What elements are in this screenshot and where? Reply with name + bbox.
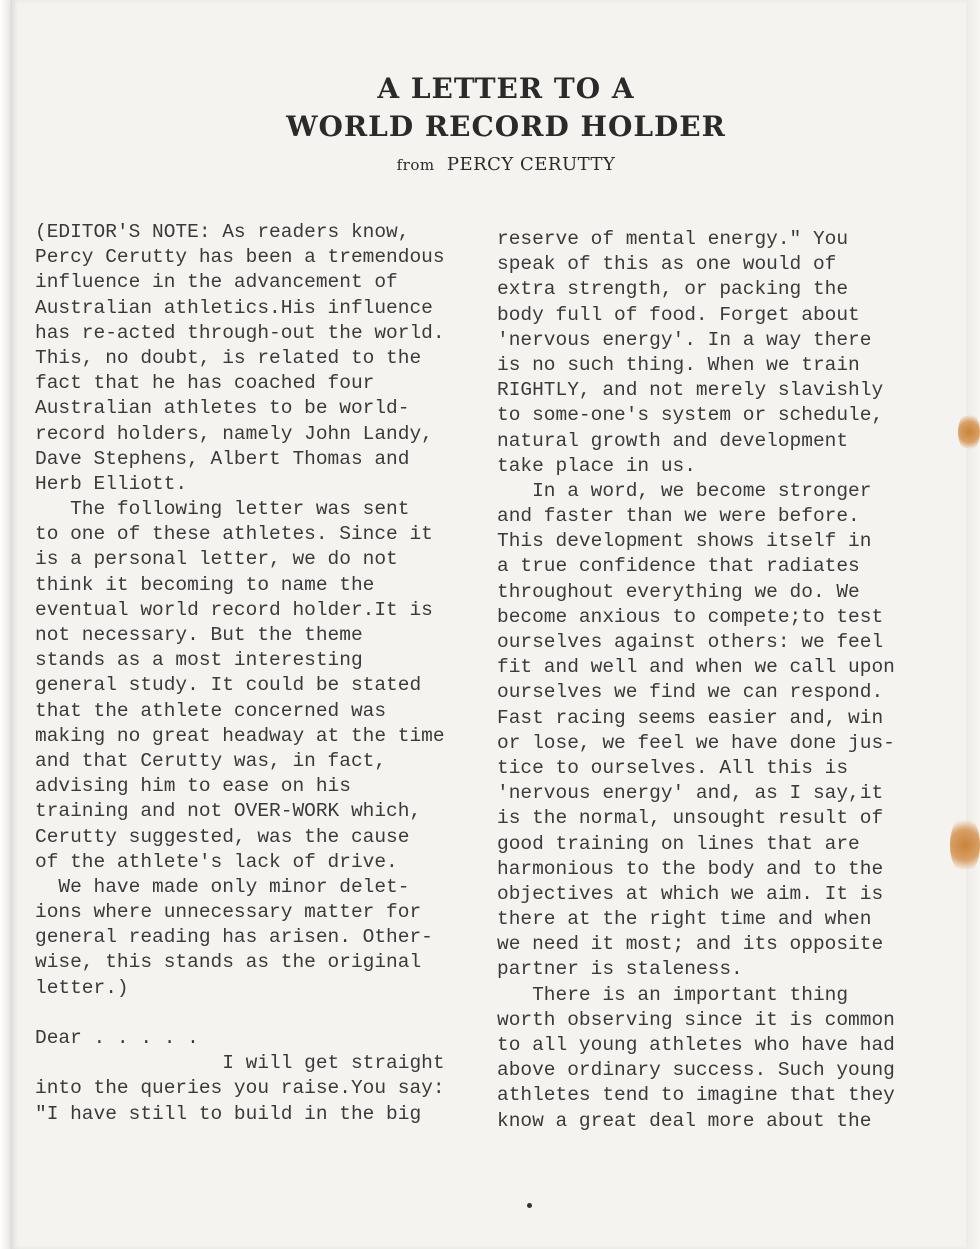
text-line: take place in us. bbox=[497, 454, 696, 477]
page-edge-right bbox=[966, 0, 980, 1249]
text-line: fit and well and when we call upon bbox=[497, 656, 895, 679]
byline-author: PERCY CERUTTY bbox=[446, 154, 616, 175]
page-edge-left bbox=[0, 0, 12, 1249]
title-line-2: WORLD RECORD HOLDER bbox=[286, 110, 726, 143]
text-line: (EDITOR'S NOTE: As readers know, bbox=[35, 221, 410, 243]
text-line: we need it most; and its opposite bbox=[497, 933, 884, 956]
text-line: making no great headway at the time bbox=[35, 724, 445, 747]
byline bbox=[0, 154, 980, 175]
text-line: there at the right time and when bbox=[497, 908, 872, 931]
text-line: The following letter was sent bbox=[35, 498, 410, 521]
text-line: fact that he has coached four bbox=[35, 372, 375, 395]
text-line: wise, this stands as the original bbox=[35, 951, 422, 974]
text-line: that the athlete concerned was bbox=[35, 699, 387, 722]
text-line: 'nervous energy'. In a way there bbox=[497, 328, 872, 351]
text-line: to some-one's system or schedule, bbox=[497, 404, 884, 427]
text-line: not necessary. But the theme bbox=[35, 624, 363, 646]
text-line: advising him to ease on his bbox=[35, 775, 351, 798]
text-line: reserve of mental energy." You bbox=[497, 228, 849, 250]
text-line: Fast racing seems easier and, win bbox=[497, 706, 884, 729]
text-line: of the athlete's lack of drive. bbox=[35, 850, 398, 873]
text-line: stands as a most interesting bbox=[35, 649, 363, 672]
text-line: worth observing since it is common bbox=[497, 1008, 895, 1031]
text-line: natural growth and development bbox=[497, 429, 849, 452]
text-line: a true confidence that radiates bbox=[497, 555, 860, 578]
text-line: eventual world record holder.It is bbox=[35, 598, 433, 621]
text-line: think it becoming to name the bbox=[35, 573, 375, 596]
text-line: body full of food. Forget about bbox=[497, 303, 860, 326]
text-line: partner is staleness. bbox=[497, 958, 743, 981]
text-line: influence in the advancement of bbox=[35, 271, 398, 294]
text-line: good training on lines that are bbox=[497, 832, 860, 855]
text-line: has re-acted through-out the world. bbox=[35, 321, 445, 344]
text-line: objectives at which we aim. It is bbox=[497, 882, 884, 905]
text-line: is the normal, unsought result of bbox=[497, 807, 884, 830]
text-line: ourselves we find we can respond. bbox=[497, 681, 884, 704]
text-line: 'nervous energy' and, as I say,it bbox=[497, 782, 884, 805]
text-line: Dave Stephens, Albert Thomas and bbox=[35, 447, 410, 470]
text-line: "I have still to build in the big bbox=[35, 1102, 422, 1125]
text-line: ions where unnecessary matter for bbox=[35, 901, 422, 924]
text-line: or lose, we feel we have done jus- bbox=[497, 731, 895, 754]
text-line: throughout everything we do. We bbox=[497, 580, 860, 603]
text-line: Dear . . . . . bbox=[35, 1027, 199, 1049]
text-line: above ordinary success. Such young bbox=[497, 1059, 895, 1082]
text-line: is no such thing. When we train bbox=[497, 353, 860, 376]
text-line: We have made only minor delet- bbox=[35, 875, 410, 898]
text-line: This development shows itself in bbox=[497, 530, 872, 553]
text-line: is a personal letter, we do not bbox=[35, 548, 398, 571]
text-line: ourselves against others: we feel bbox=[497, 631, 884, 653]
text-line: to one of these athletes. Since it bbox=[35, 523, 433, 546]
text-line: know a great deal more about the bbox=[497, 1109, 872, 1132]
text-line: In a word, we become stronger bbox=[497, 479, 872, 502]
left-column bbox=[35, 220, 495, 1127]
text-line: into the queries you raise.You say: bbox=[35, 1077, 445, 1100]
text-line: Herb Elliott. bbox=[35, 472, 188, 495]
text-line bbox=[35, 1001, 495, 1026]
text-line: general study. It could be stated bbox=[35, 674, 422, 697]
text-line: letter.) bbox=[35, 976, 129, 999]
text-line: speak of this as one would of bbox=[497, 253, 837, 276]
text-line: to all young athletes who have had bbox=[497, 1034, 895, 1056]
text-line: training and not OVER-WORK which, bbox=[35, 800, 422, 823]
text-line: extra strength, or packing the bbox=[497, 278, 849, 301]
text-line: I will get straight bbox=[35, 1052, 445, 1075]
text-line: Cerutty suggested, was the cause bbox=[35, 825, 410, 848]
right-column bbox=[497, 227, 937, 1134]
stain-mark-lower bbox=[950, 815, 980, 875]
byline-from: from bbox=[396, 156, 435, 174]
text-line: Percy Cerutty has been a tremendous bbox=[35, 246, 445, 269]
stain-mark-upper bbox=[958, 412, 980, 452]
title-line-1: A LETTER TO A bbox=[377, 72, 635, 105]
text-line: Australian athletics.His influence bbox=[35, 296, 433, 319]
text-line: harmonious to the body and to the bbox=[497, 857, 884, 880]
text-line: There is an important thing bbox=[497, 983, 849, 1006]
text-line: tice to ourselves. All this is bbox=[497, 756, 849, 779]
text-line: general reading has arisen. Other- bbox=[35, 926, 433, 949]
text-line: RIGHTLY, and not merely slavishly bbox=[497, 379, 884, 402]
text-line: This, no doubt, is related to the bbox=[35, 346, 422, 369]
text-line: record holders, namely John Landy, bbox=[35, 422, 433, 445]
text-line: Australian athletes to be world- bbox=[35, 397, 410, 420]
text-line: and that Cerutty was, in fact, bbox=[35, 749, 387, 772]
text-line: and faster than we were before. bbox=[497, 505, 860, 528]
text-line: become anxious to compete;to test bbox=[497, 605, 884, 628]
page-mark-dot bbox=[527, 1203, 532, 1208]
text-line: athletes tend to imagine that they bbox=[497, 1084, 895, 1107]
